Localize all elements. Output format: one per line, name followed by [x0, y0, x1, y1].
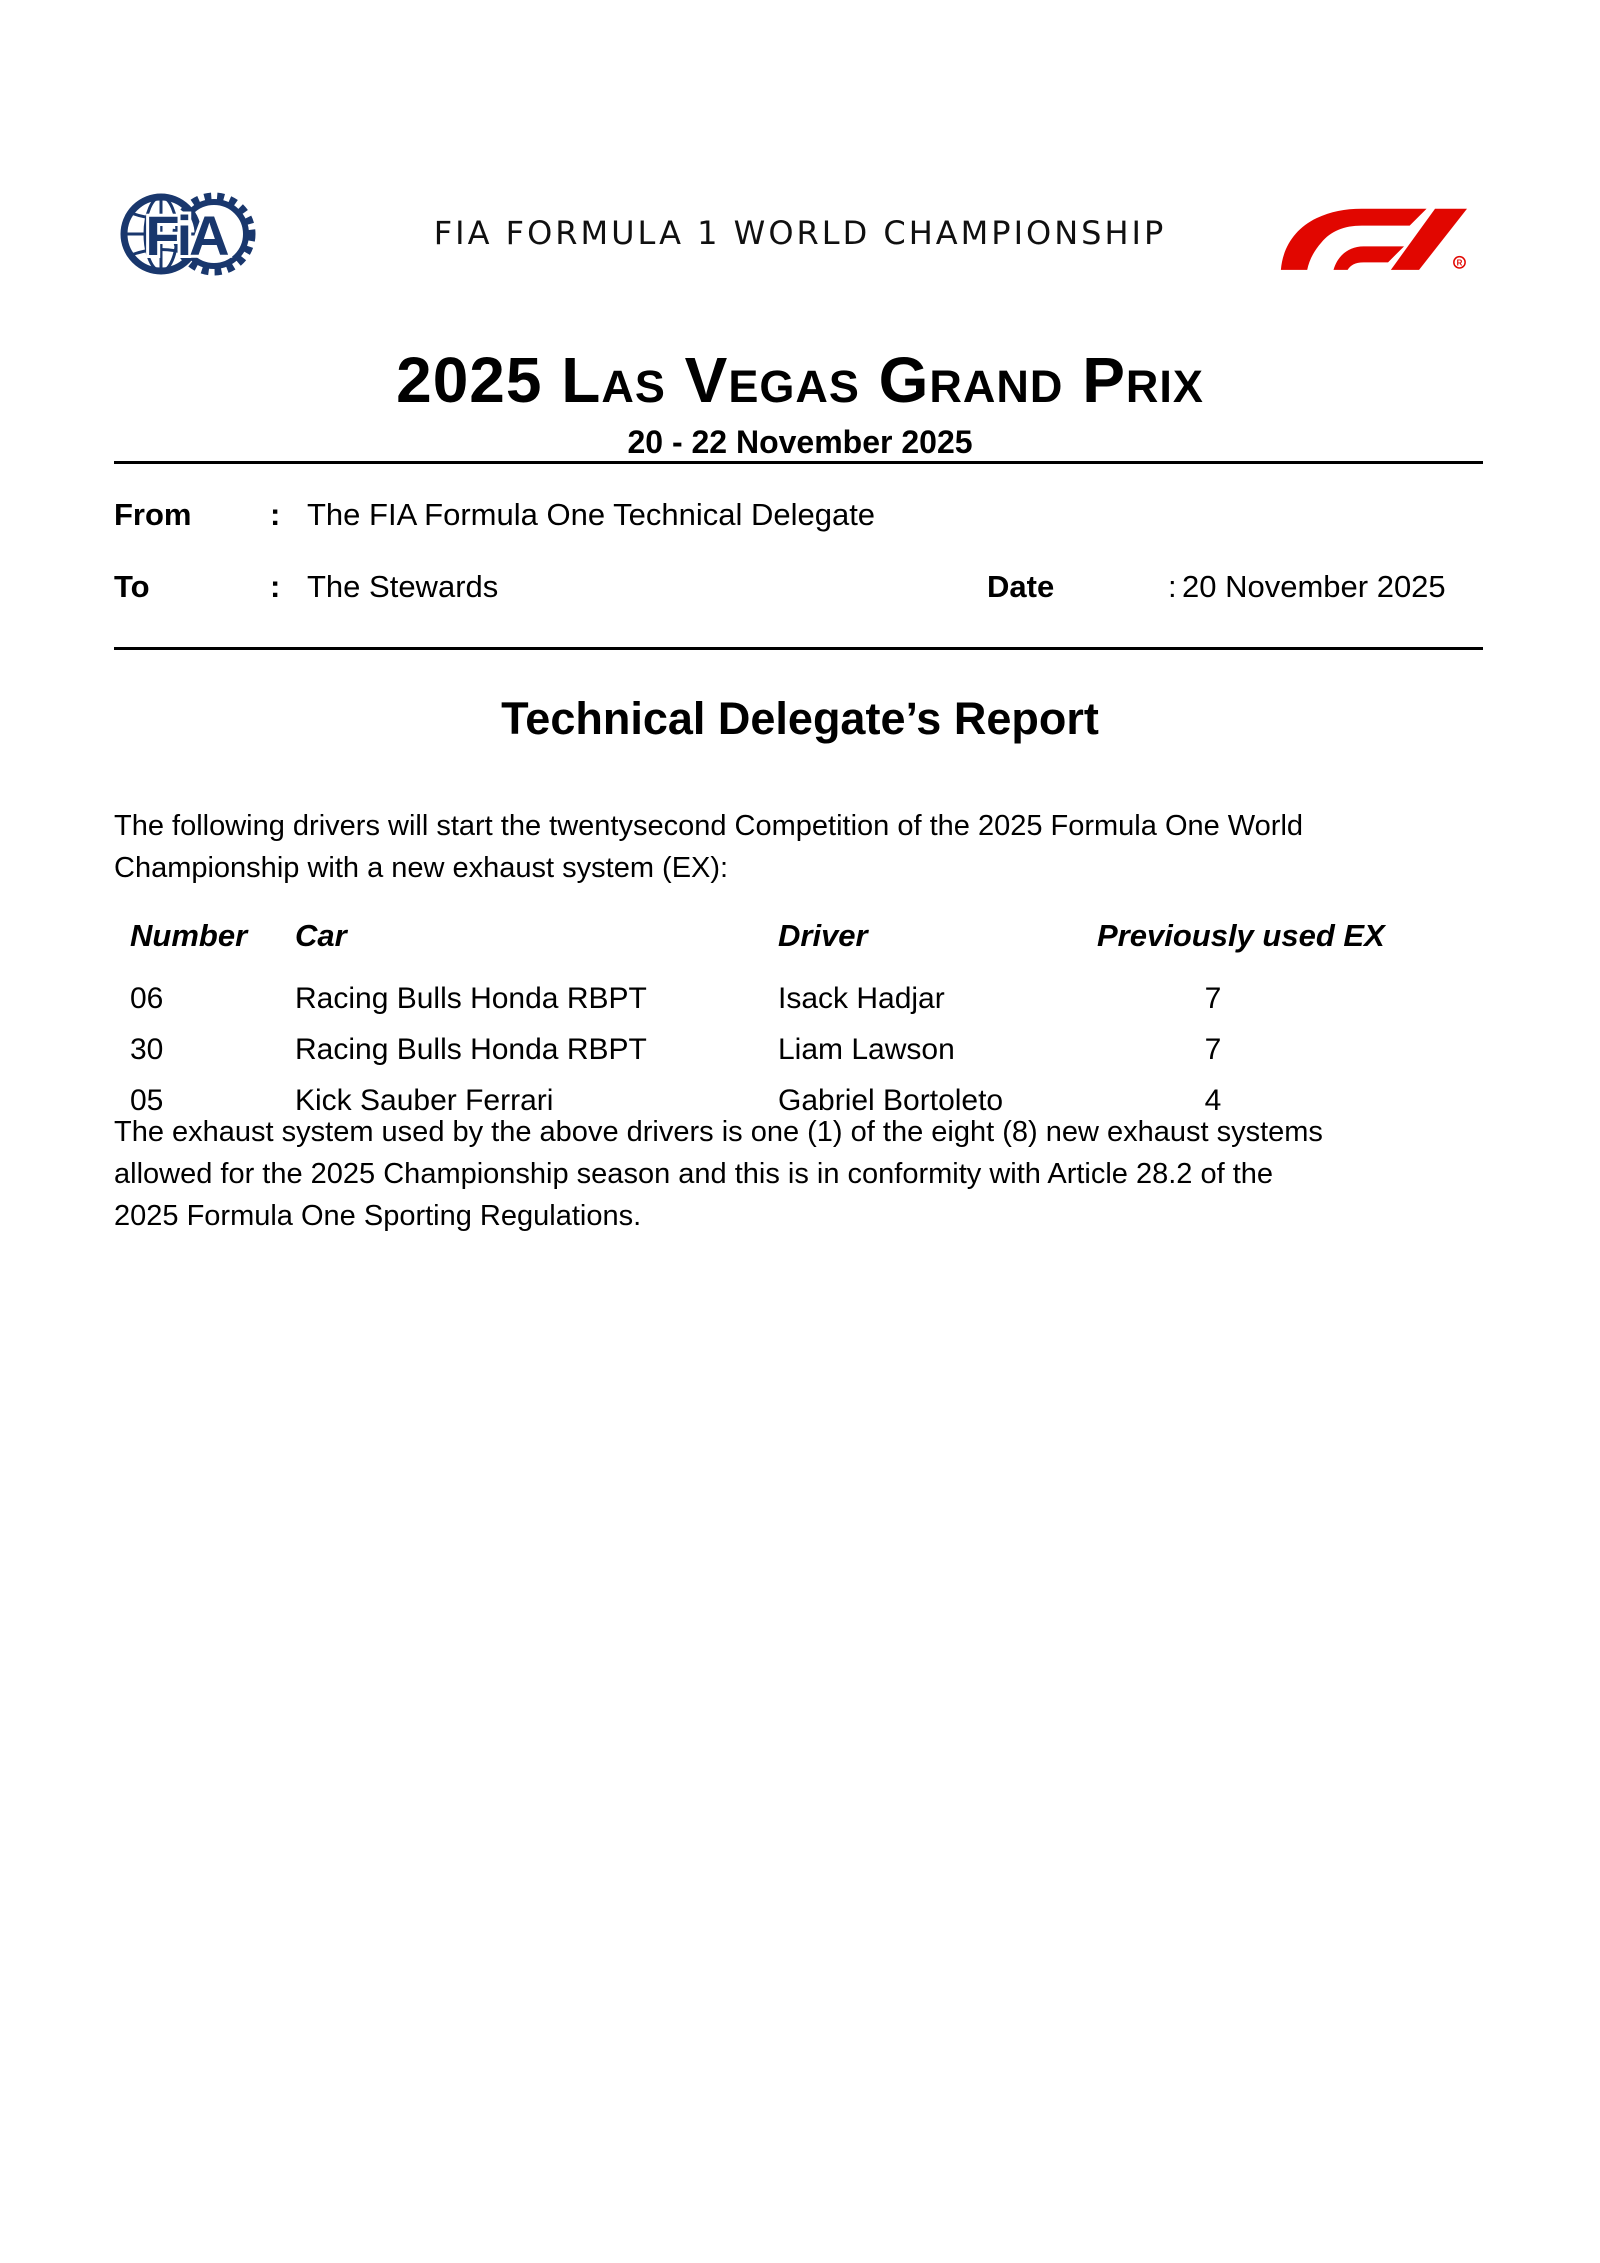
cell-previously-used-ex: 7 — [1204, 982, 1222, 1015]
column-header-number: Number — [130, 918, 248, 953]
closing-paragraph — [114, 1111, 1494, 1237]
table-row — [114, 982, 1494, 1033]
cell-number: 05 — [130, 1084, 164, 1117]
closing-line-3: 2025 Formula One Sporting Regulations. — [114, 1200, 642, 1232]
cell-driver: Isack Hadjar — [778, 982, 945, 1015]
from-value: The FIA Formula One Technical Delegate — [307, 497, 876, 532]
cell-previously-used-ex: 4 — [1204, 1084, 1222, 1117]
drivers-table — [114, 918, 1494, 1117]
report-heading: Technical Delegate’s Report — [501, 693, 1099, 744]
cell-car: Racing Bulls Honda RBPT — [295, 1033, 647, 1066]
cell-car: Kick Sauber Ferrari — [295, 1084, 554, 1117]
closing-line-2: allowed for the 2025 Championship season and this is in conformity with Article 28.2 of the — [114, 1158, 1274, 1190]
table-header-row — [114, 918, 1494, 964]
to-value: The Stewards — [307, 569, 499, 604]
from-colon: : — [270, 497, 281, 532]
from-label: From — [114, 497, 192, 532]
to-label: To — [114, 569, 150, 604]
intro-line-2: Championship with a new exhaust system (EX): — [114, 852, 729, 884]
date-label: Date — [987, 569, 1055, 604]
f1-logo-icon — [1279, 202, 1467, 270]
date-value: 20 November 2025 — [1182, 569, 1446, 604]
fia-logo-letters: FiA — [145, 204, 227, 267]
closing-line-1: The exhaust system used by the above drivers is one (1) of the eight (8) new exhaust systems — [114, 1116, 1323, 1148]
event-title: 2025 Las Vegas Grand Prix — [396, 344, 1204, 416]
date-colon: : — [1168, 569, 1177, 604]
column-header-driver: Driver — [778, 918, 868, 953]
cell-driver: Gabriel Bortoleto — [778, 1084, 1004, 1117]
championship-header-text: FIA FORMULA 1 WORLD CHAMPIONSHIP — [433, 214, 1167, 252]
intro-paragraph — [114, 805, 1494, 889]
f1-registered-mark: R — [1456, 258, 1463, 268]
cell-previously-used-ex: 7 — [1204, 1033, 1222, 1066]
intro-line-1: The following drivers will start the twentysecond Competition of the 2025 Formula One World — [114, 810, 1304, 842]
to-colon: : — [270, 569, 281, 604]
from-row — [0, 497, 1600, 537]
to-row — [0, 569, 1600, 609]
separator-line-top — [114, 461, 1483, 464]
cell-number: 30 — [130, 1033, 164, 1066]
separator-line-bottom — [114, 647, 1483, 650]
event-dates: 20 - 22 November 2025 — [627, 424, 973, 460]
cell-car: Racing Bulls Honda RBPT — [295, 982, 647, 1015]
cell-number: 06 — [130, 982, 164, 1015]
column-header-car: Car — [295, 918, 347, 953]
column-header-previously-used-ex: Previously used EX — [1097, 918, 1385, 953]
cell-driver: Liam Lawson — [778, 1033, 955, 1066]
table-row — [114, 1033, 1494, 1084]
